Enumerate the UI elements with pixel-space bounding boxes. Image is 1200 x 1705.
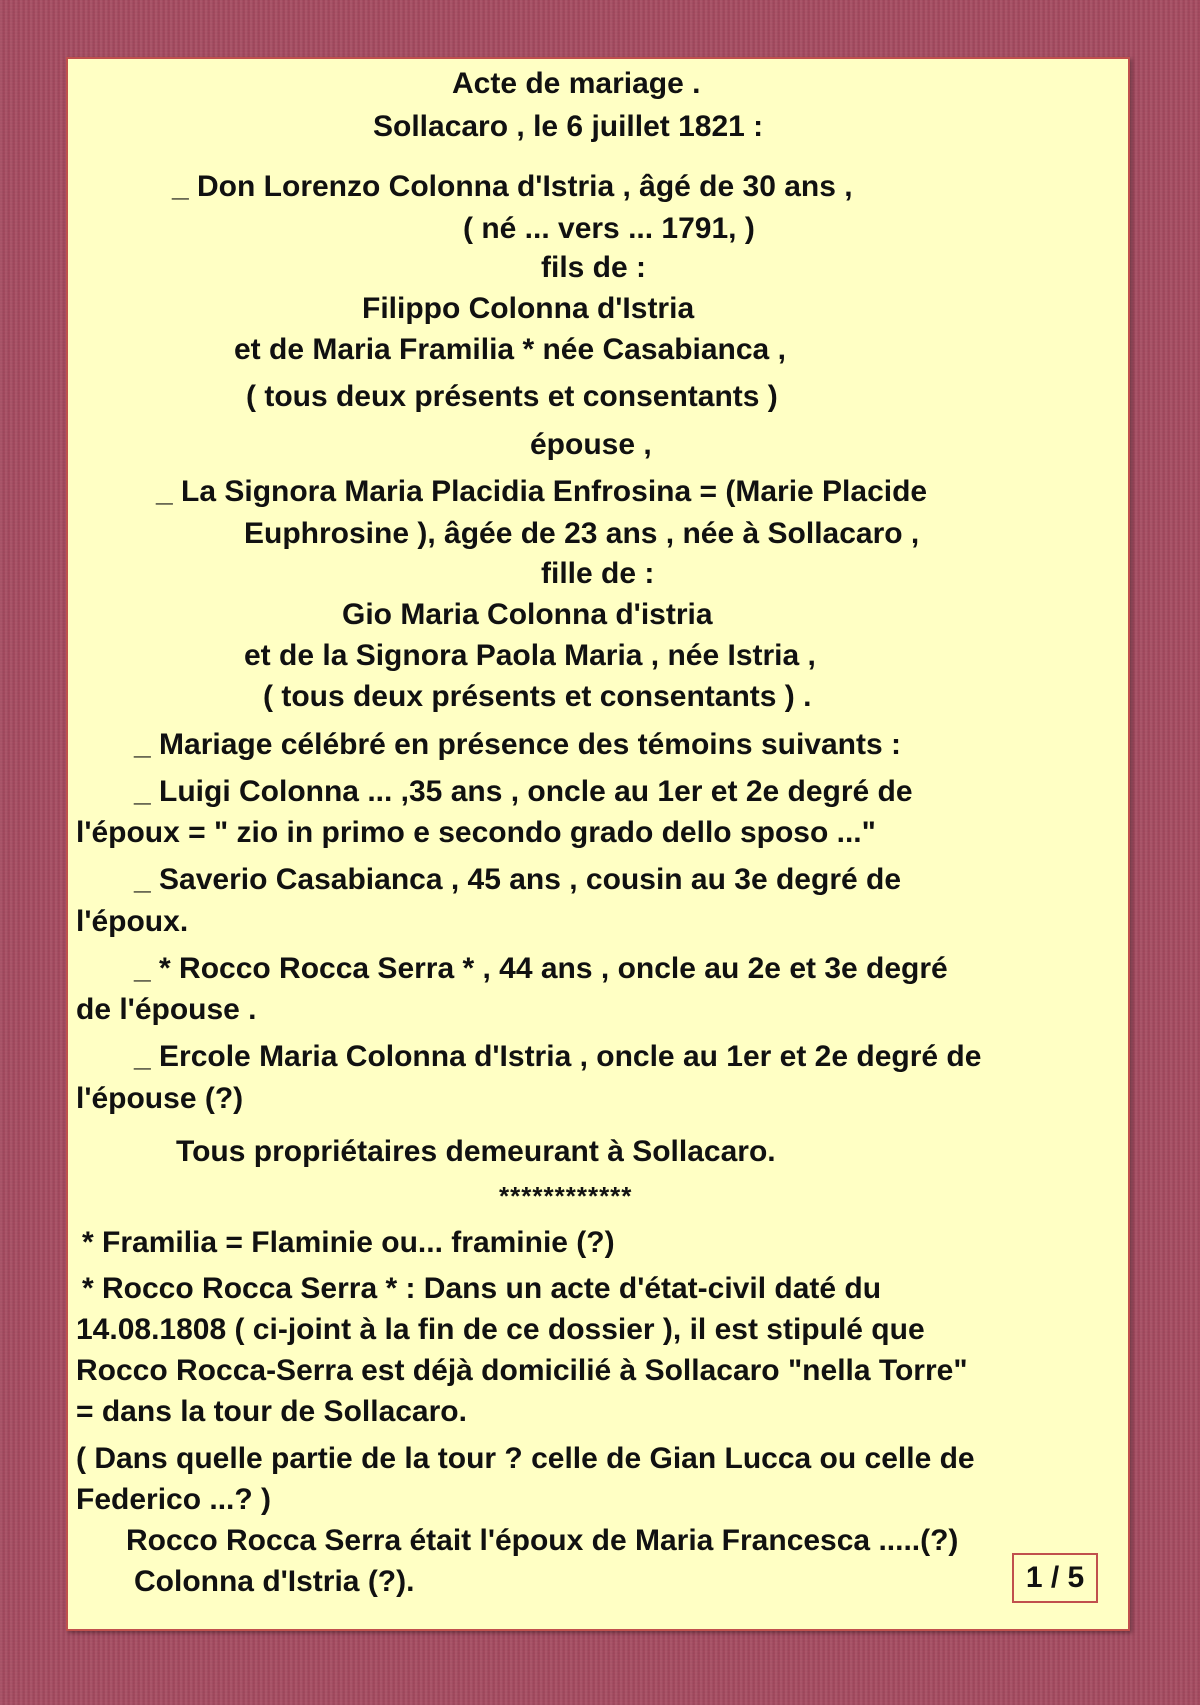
witness-3-line-2: de l'épouse . [76,993,257,1026]
bride-line-2: Euphrosine ), âgée de 23 ans , née à Sollacaro , [244,517,920,550]
note-tower-line-1: ( Dans quelle partie de la tour ? celle de Gian Lucca ou celle de [76,1442,975,1475]
witnesses-intro: _ Mariage célébré en présence des témoins suivants : [134,728,901,761]
witness-2-line-1: _ Saverio Casabianca , 45 ans , cousin au 3e degré de [134,863,902,896]
note-tower-line-2: Federico ...? ) [76,1483,272,1516]
witness-2-line-2: l'époux. [76,905,189,938]
groom-parents-consent: ( tous deux présents et consentants ) [246,380,778,413]
witness-4-line-2: l'épouse (?) [76,1082,244,1115]
witness-3-line-1: _ * Rocco Rocca Serra * , 44 ans , oncle au 2e et 3e degré [134,952,948,985]
all-owners-statement: Tous propriétaires demeurant à Sollacaro. [176,1135,776,1168]
separator-stars: ************ [499,1181,633,1211]
bride-daughter-of: fille de : [541,557,655,590]
groom-mother: et de Maria Framilia * née Casabianca , [234,333,786,366]
groom-father: Filippo Colonna d'Istria [362,292,695,325]
note-rocco-line-1: * Rocco Rocca Serra * : Dans un acte d'état-civil daté du [82,1272,882,1305]
marries-label: épouse , [530,428,652,461]
witness-1-line-2: l'époux = " zio in primo e secondo grado dello sposo ..." [76,816,876,849]
note-spouse-line-1: Rocco Rocca Serra était l'époux de Maria Francesca .....(?) [126,1524,959,1557]
document-title: Acte de mariage . [452,67,701,100]
groom-son-of: fils de : [541,251,647,284]
groom-line-1: _ Don Lorenzo Colonna d'Istria , âgé de 30 ans , [172,170,853,203]
groom-line-2: ( né ... vers ... 1791, ) [463,212,755,245]
note-framilia: * Framilia = Flaminie ou... framinie (?) [82,1226,615,1259]
page-number: 1 / 5 [1012,1553,1098,1603]
bride-mother: et de la Signora Paola Maria , née Istria , [244,639,816,672]
note-rocco-line-4: = dans la tour de Sollacaro. [76,1395,467,1428]
witness-1-line-1: _ Luigi Colonna ... ,35 ans , oncle au 1er et 2e degré de [134,775,913,808]
bride-parents-consent: ( tous deux présents et consentants ) . [263,680,812,713]
place-date: Sollacaro , le 6 juillet 1821 : [373,110,764,143]
note-spouse-line-2: Colonna d'Istria (?). [134,1565,415,1598]
bride-line-1: _ La Signora Maria Placidia Enfrosina = (Marie Placide [156,475,928,508]
note-rocco-line-2: 14.08.1808 ( ci-joint à la fin de ce dossier ), il est stipulé que [76,1313,925,1346]
bride-father: Gio Maria Colonna d'istria [342,598,713,631]
note-rocco-line-3: Rocco Rocca-Serra est déjà domicilié à Sollacaro "nella Torre" [76,1354,968,1387]
witness-4-line-1: _ Ercole Maria Colonna d'Istria , oncle au 1er et 2e degré de [134,1040,982,1073]
